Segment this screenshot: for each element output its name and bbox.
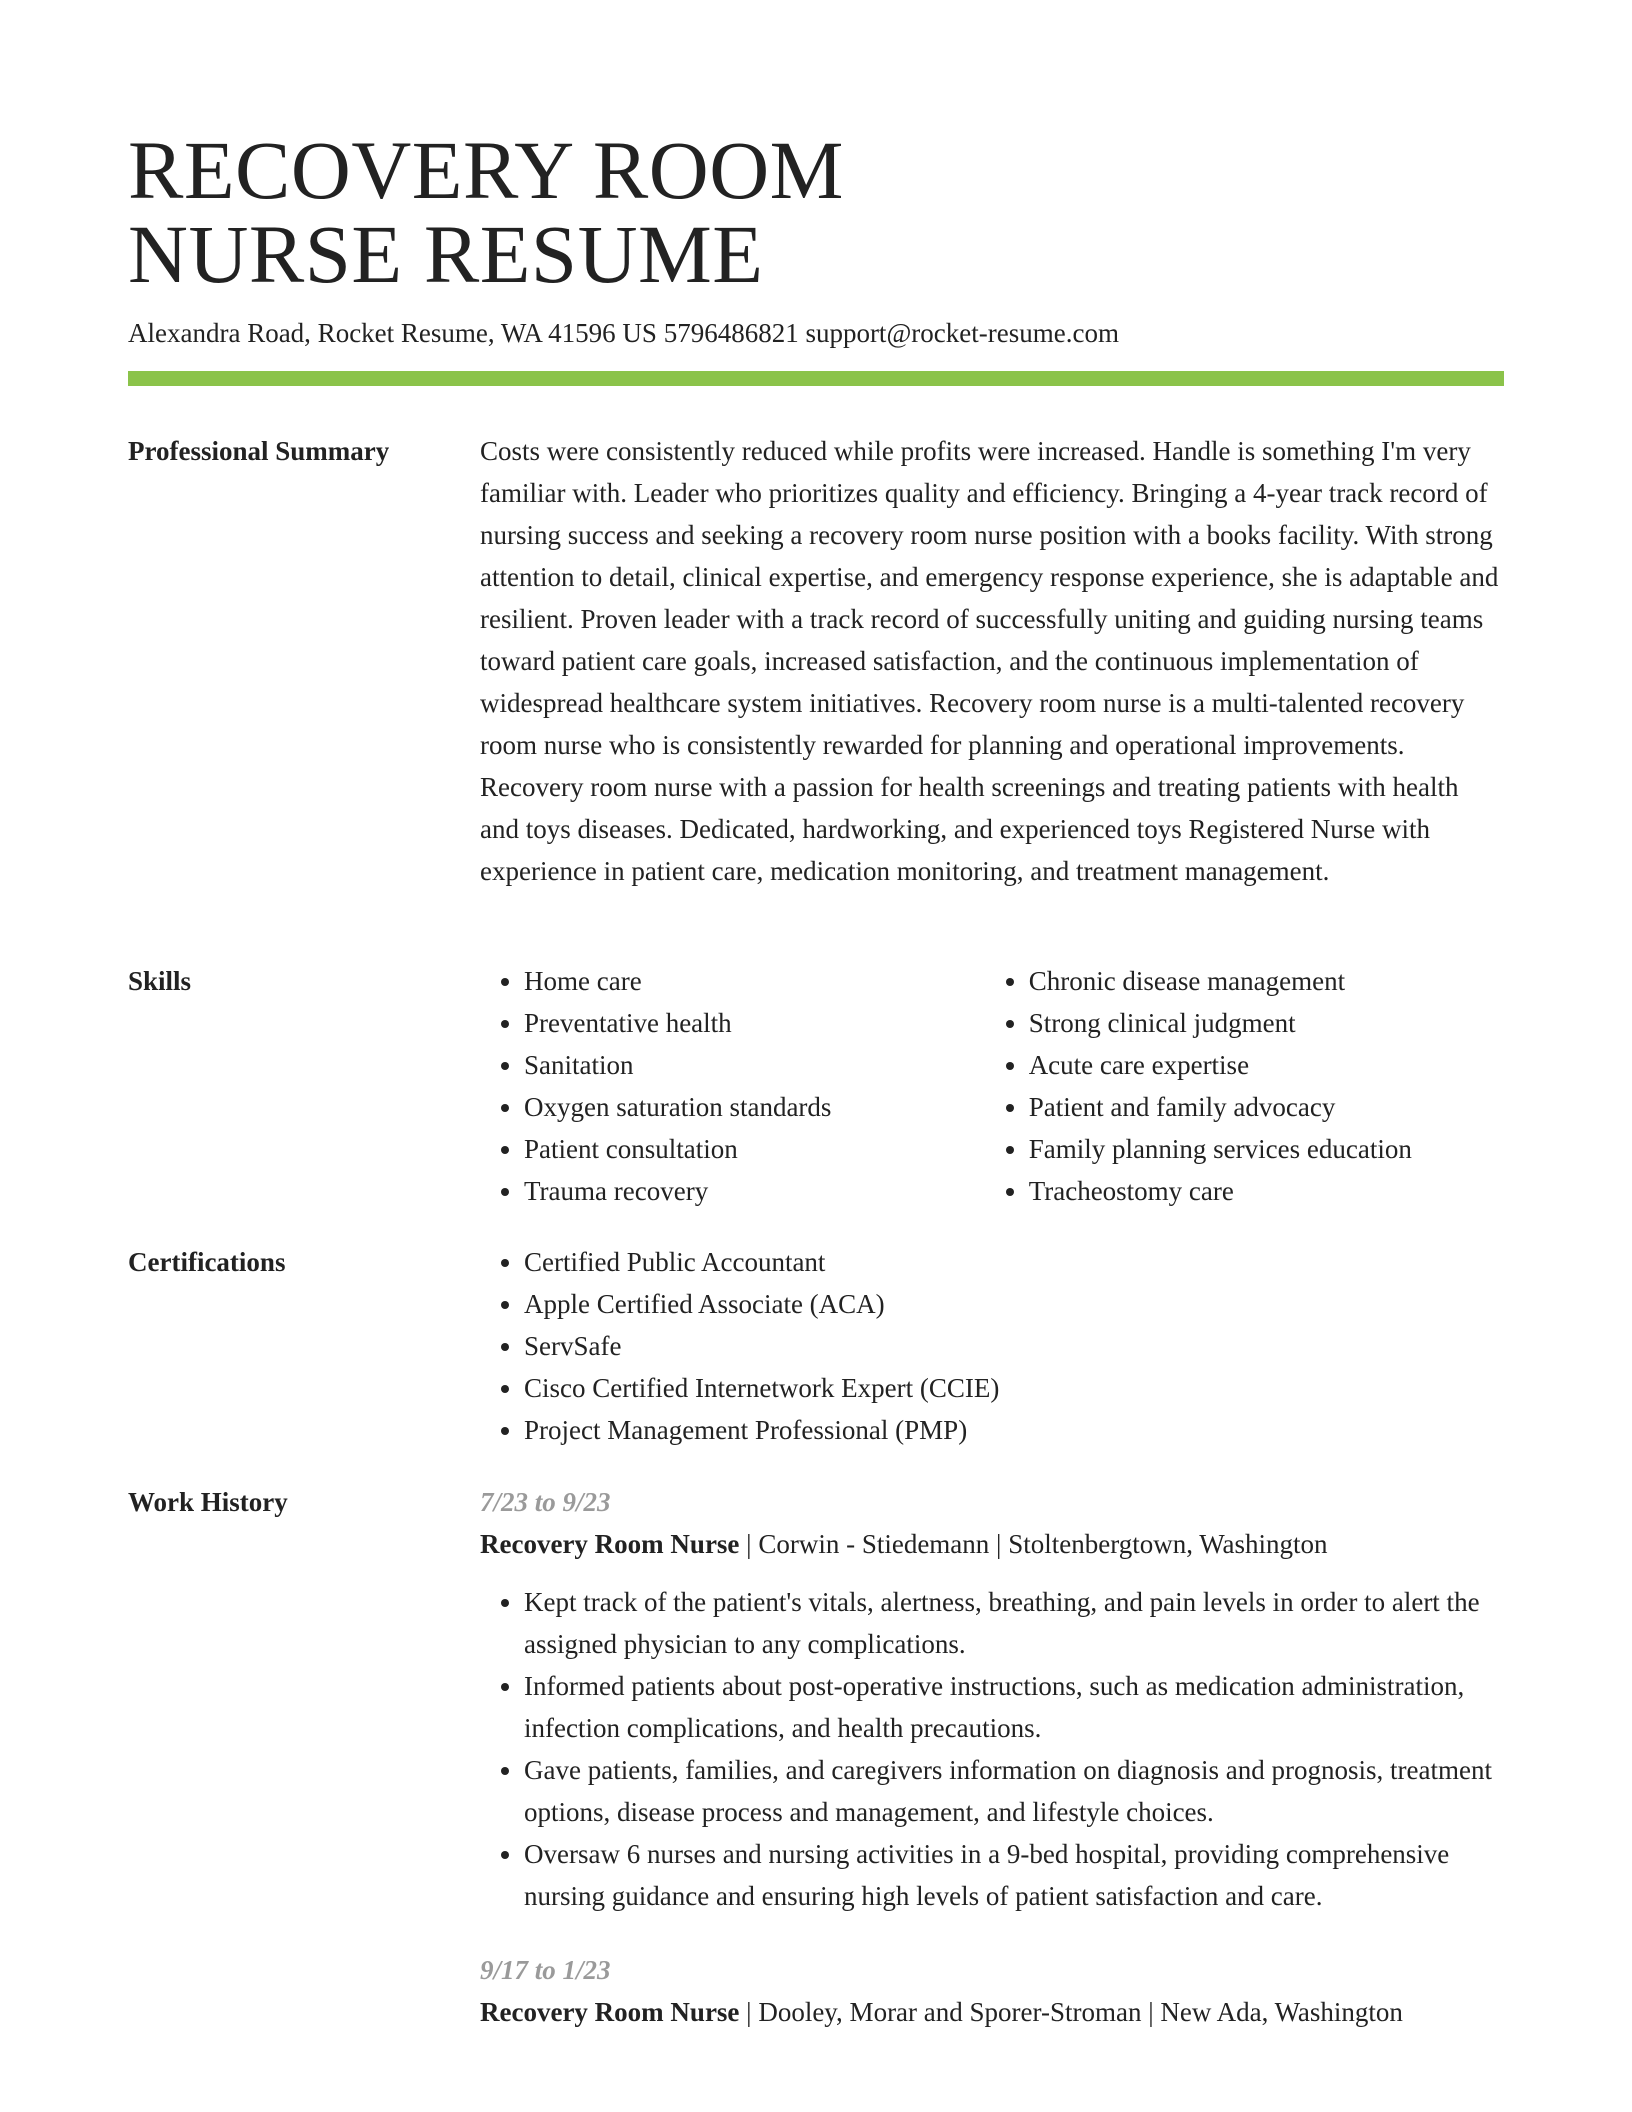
skills-label: Skills	[128, 966, 192, 996]
skill-item: • Acute care expertise	[1029, 1044, 1504, 1086]
skill-item: • Patient and family advocacy	[1029, 1086, 1504, 1128]
certifications-body	[480, 1241, 1504, 1451]
skill-item: • Patient consultation	[524, 1128, 985, 1170]
certifications-label: Certifications	[128, 1247, 286, 1277]
job-title: Recovery Room Nurse	[480, 1529, 740, 1559]
job-entry	[480, 1949, 1504, 2033]
job-bullet: • Kept track of the patient's vitals, alertness, breathing, and pain levels in order to alert the assigned physician to any complications.	[524, 1581, 1504, 1665]
skill-item: • Strong clinical judgment	[1029, 1002, 1504, 1044]
skills-column-a	[480, 960, 985, 1212]
resume-title-line-1: RECOVERY ROOM	[128, 124, 844, 216]
job-entry	[480, 1481, 1504, 1917]
work-history-body	[480, 1481, 1504, 2065]
certifications-list	[480, 1241, 1504, 1451]
skills-grid	[480, 960, 1504, 1212]
contact-address: Alexandra Road, Rocket Resume, WA 41596 US	[128, 318, 657, 348]
summary-text: Costs were consistently reduced while profits were increased. Handle is something I'm very familiar with. Leader who prioritizes quality and efficiency. Bringing a 4-year track record of nursing success and seeking a recovery room nurse position with a books facility. With strong attention to detail, clinical expertise, and emergency response experience, she is adaptable and resilient. Proven leader with a track record of successfully uniting and guiding nursing teams toward patient care goals, increased satisfaction, and the continuous implementation of widespread healthcare system initiatives. Recovery room nurse is a multi-talented recovery room nurse who is consistently rewarded for planning and operational improvements. Recovery room nurse with a passion for health screenings and treating patients with health and toys diseases. Dedicated, hardworking, and experienced toys Registered Nurse with experience in patient care, medication monitoring, and treatment management.	[480, 436, 1499, 886]
skill-item: • Family planning services education	[1029, 1128, 1504, 1170]
skill-item: • Preventative health	[524, 1002, 985, 1044]
resume-title	[128, 124, 844, 300]
header-divider	[128, 371, 1504, 386]
job-bullet: • Oversaw 6 nurses and nursing activities in a 9-bed hospital, providing comprehensive nursing guidance and ensuring high levels of patient satisfaction and care.	[524, 1833, 1504, 1917]
skill-item: • Trauma recovery	[524, 1170, 985, 1212]
skill-item: • Oxygen saturation standards	[524, 1086, 985, 1128]
job-heading: Recovery Room Nurse | Dooley, Morar and Sporer-Stroman | New Ada, Washington	[480, 1997, 1403, 2027]
job-bullets	[480, 1581, 1504, 1917]
job-bullet: • Gave patients, families, and caregivers information on diagnosis and prognosis, treatment options, disease process and management, and lifestyle choices.	[524, 1749, 1504, 1833]
certification-item: • Project Management Professional (PMP)	[524, 1409, 1504, 1451]
job-bullet: • Informed patients about post-operative instructions, such as medication administration, infection complications, and health precautions.	[524, 1665, 1504, 1749]
job-dates: 7/23 to 9/23	[480, 1487, 611, 1517]
certification-item: • ServSafe	[524, 1325, 1504, 1367]
contact-email: support@rocket-resume.com	[805, 318, 1119, 348]
certification-item: • Certified Public Accountant	[524, 1241, 1504, 1283]
resume-title-line-2: NURSE RESUME	[128, 208, 764, 300]
summary-label: Professional Summary	[128, 436, 390, 466]
job-employer: Corwin - Stiedemann	[758, 1529, 990, 1559]
skill-item: • Sanitation	[524, 1044, 985, 1086]
skills-column-b	[985, 960, 1504, 1212]
summary-body	[480, 430, 1504, 892]
certification-item: • Cisco Certified Internetwork Expert (CCIE)	[524, 1367, 1504, 1409]
job-employer: Dooley, Morar and Sporer-Stroman	[758, 1997, 1142, 2027]
job-heading: Recovery Room Nurse | Corwin - Stiedemann | Stoltenbergtown, Washington	[480, 1529, 1328, 1559]
contact-phone: 5796486821	[663, 318, 799, 348]
skill-item: • Tracheostomy care	[1029, 1170, 1504, 1212]
job-location: New Ada, Washington	[1160, 1997, 1403, 2027]
skill-item: • Chronic disease management	[1029, 960, 1504, 1002]
job-location: Stoltenbergtown, Washington	[1008, 1529, 1328, 1559]
job-dates: 9/17 to 1/23	[480, 1955, 611, 1985]
certification-item: • Apple Certified Associate (ACA)	[524, 1283, 1504, 1325]
work-history-label: Work History	[128, 1487, 288, 1517]
contact-info	[128, 314, 1119, 352]
job-title: Recovery Room Nurse	[480, 1997, 740, 2027]
skill-item: • Home care	[524, 960, 985, 1002]
